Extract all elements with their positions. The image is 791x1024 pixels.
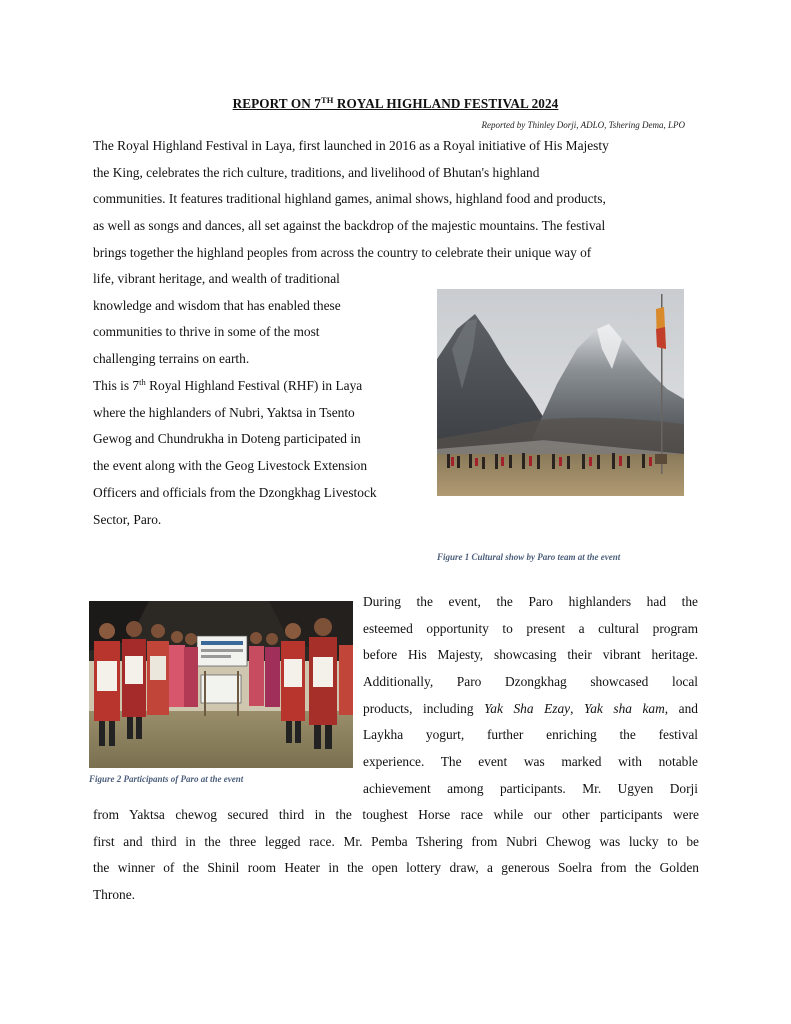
figure-1-photo	[437, 289, 684, 496]
text-line: where the highlanders of Nubri, Yaktsa in Tsento	[93, 404, 355, 420]
text-line: Sector, Paro.	[93, 511, 162, 527]
text-line: The Royal Highland Festival in Laya, first launched in 2016 as a Royal initiative of His Majesty	[93, 138, 609, 153]
figure-2-photo	[89, 601, 353, 768]
figure-1-caption: Figure 1 Cultural show by Paro team at the event	[437, 552, 621, 562]
text-fragment: ,	[570, 700, 584, 716]
product-name-yak-sha-kam: Yak sha kam	[583, 700, 665, 716]
text-line: first and third in the three legged race. Mr. Pemba Tshering from Nubri Chewog was lucky to be	[93, 833, 699, 849]
text-line: knowledge and wisdom that has enabled these	[93, 297, 341, 313]
paragraph-results	[93, 802, 699, 909]
text-line: During the event, the Paro highlanders had the	[363, 594, 698, 609]
title-text: REPORT ON 7	[232, 96, 321, 111]
text-line: Additionally, Paro Dzongkhag showcased local	[363, 674, 698, 690]
text-line: as well as songs and dances, all set against the backdrop of the majestic mountains. The festival	[93, 218, 606, 234]
paragraph-rhf	[93, 373, 433, 533]
paragraph-intro-continued	[93, 266, 433, 373]
text-line: brings together the highland peoples from across the country to celebrate their unique way of	[93, 244, 592, 260]
text-line: the event along with the Geog Livestock Extension	[93, 458, 368, 474]
text-line: experience. The event was marked with notable	[363, 754, 698, 770]
paragraph-event	[363, 589, 698, 803]
text-fragment: Royal Highland Festival (RHF) in Laya	[145, 378, 363, 393]
text-line: life, vibrant heritage, and wealth of traditional	[93, 271, 340, 286]
text-line: Officers and officials from the Dzongkhag Livestock	[93, 484, 377, 500]
text-line: Laykha yogurt, further enriching the festival	[363, 727, 698, 743]
text-fragment: This is 7	[93, 378, 140, 393]
figure-2-caption: Figure 2 Participants of Paro at the event	[89, 774, 244, 784]
text-line: communities to thrive in some of the most	[93, 324, 320, 340]
participants-image	[89, 601, 353, 768]
text-fragment: , and	[664, 700, 698, 716]
title-superscript: TH	[320, 95, 334, 105]
text-line: Gewog and Chundrukha in Doteng participated in	[93, 431, 361, 447]
text-line: esteemed opportunity to present a cultural program	[363, 620, 698, 636]
report-title	[0, 95, 791, 112]
text-line: before His Majesty, showcasing their vibrant heritage.	[363, 647, 698, 663]
text-line: the King, celebrates the rich culture, traditions, and livelihood of Bhutan's highland	[93, 164, 540, 180]
product-name-yak-sha-ezay: Yak Sha Ezay	[484, 700, 571, 716]
mountain-festival-image	[437, 289, 684, 496]
reporter-credit: Reported by Thinley Dorji, ADLO, Tshering Dema, LPO	[481, 120, 685, 130]
paragraph-intro	[93, 133, 703, 267]
text-line: communities. It features traditional highland games, animal shows, highland food and products,	[93, 191, 606, 207]
text-superscript: th	[139, 377, 146, 387]
text-line: achievement among participants. Mr. Ugyen Dorji	[363, 780, 698, 796]
text-line	[363, 696, 698, 723]
text-line	[93, 373, 433, 400]
text-line: Throne.	[93, 887, 136, 903]
title-text-rest: ROYAL HIGHLAND FESTIVAL 2024	[333, 96, 559, 111]
text-line: from Yaktsa chewog secured third in the toughest Horse race while our other participants were	[93, 807, 699, 822]
text-line: challenging terrains on earth.	[93, 351, 250, 367]
text-line: the winner of the Shinil room Heater in the open lottery draw, a generous Soelra from the Golden	[93, 860, 699, 876]
text-fragment: products, including	[363, 700, 485, 716]
